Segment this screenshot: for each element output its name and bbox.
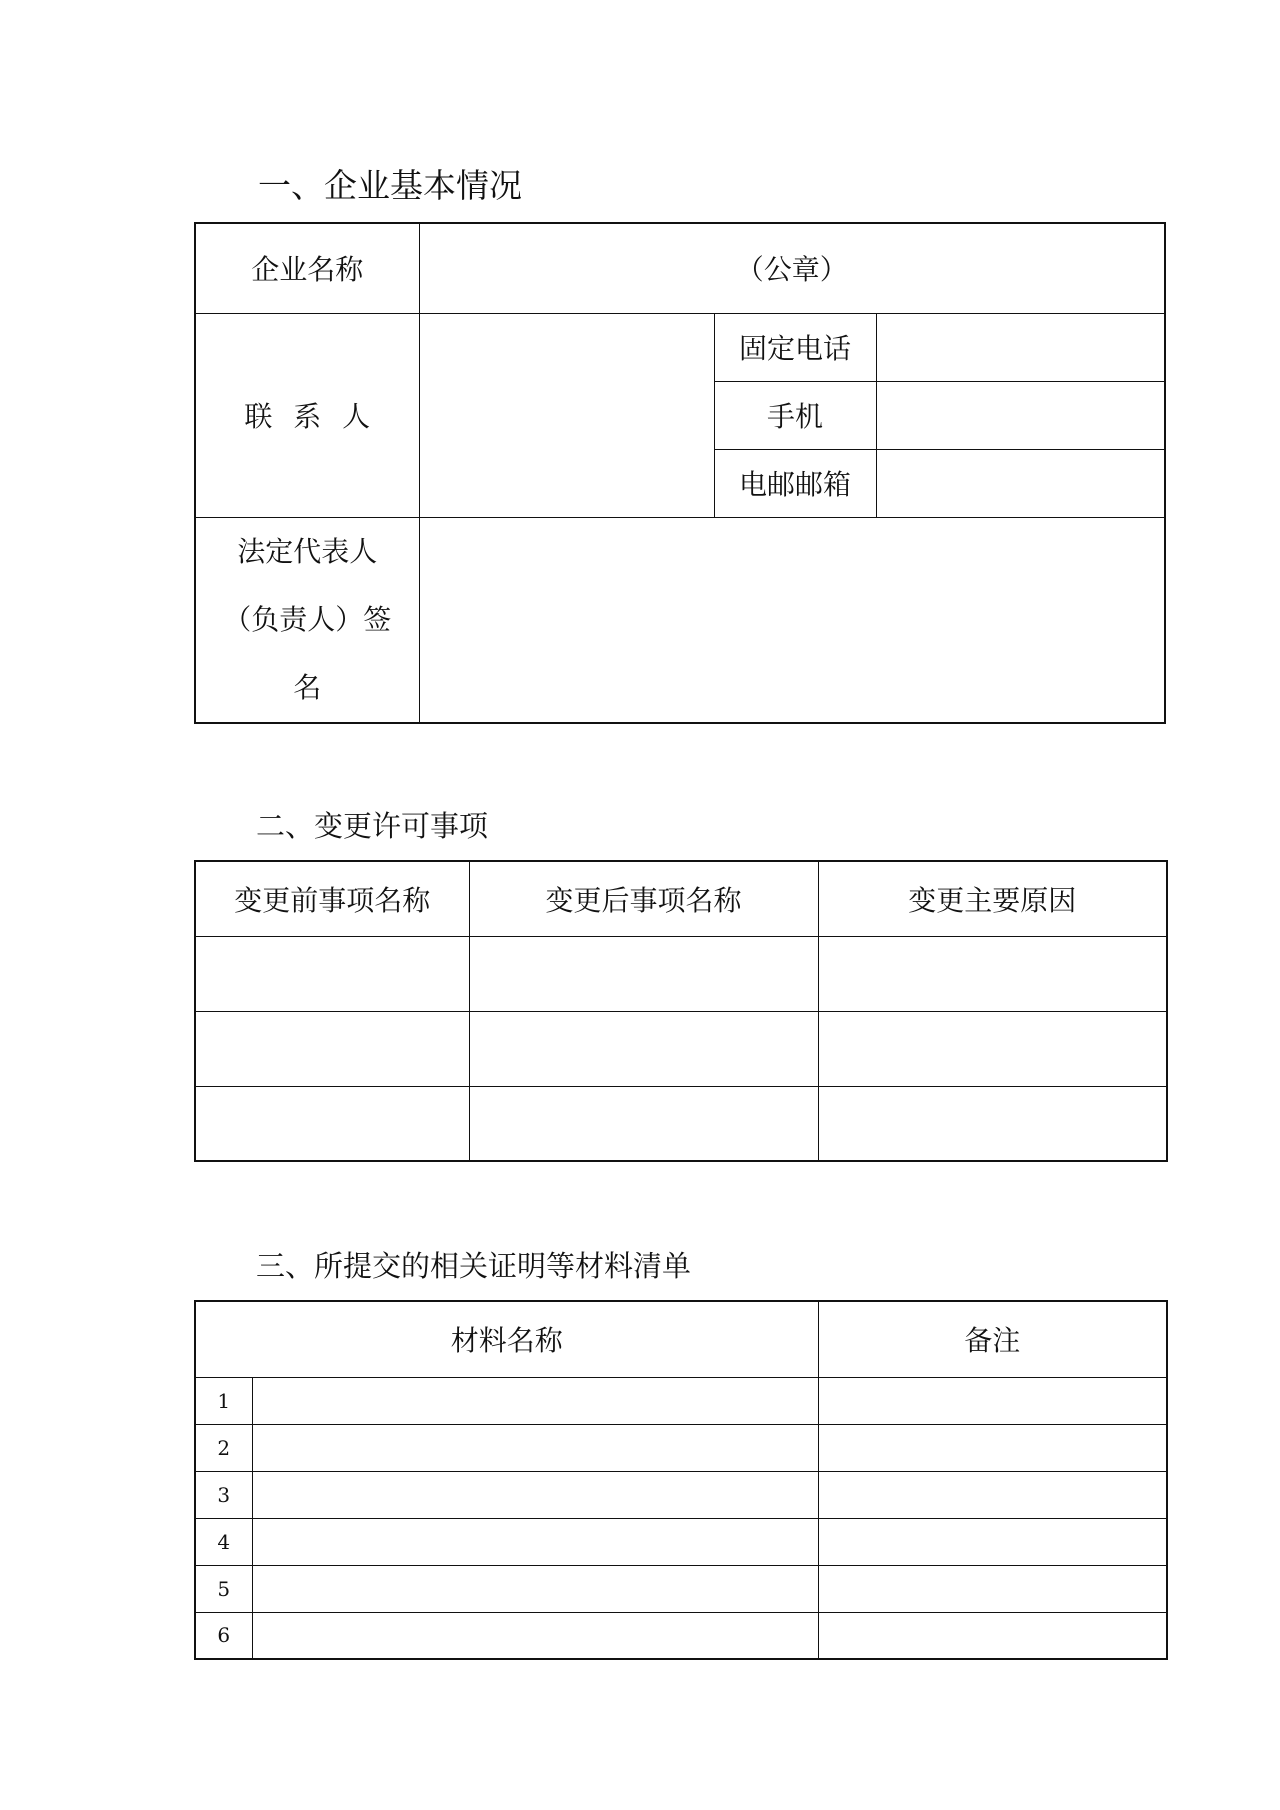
company-name-field[interactable]: [419, 223, 1165, 313]
material-name-field[interactable]: [252, 1612, 818, 1659]
table-row: [195, 1471, 1167, 1518]
row-number: 1: [195, 1377, 252, 1424]
remarks-field[interactable]: [818, 1612, 1167, 1659]
contact-label-char: 联: [244, 400, 273, 433]
table-row: [195, 1424, 1167, 1471]
table-row: [195, 1377, 1167, 1424]
mobile-field[interactable]: [876, 381, 1165, 449]
table-row: [195, 1565, 1167, 1612]
email-field[interactable]: [876, 449, 1165, 517]
reason-field[interactable]: [818, 936, 1167, 1011]
contact-label-char: 人: [342, 400, 371, 433]
after-item-field[interactable]: [469, 1011, 818, 1086]
legal-rep-signature-field[interactable]: [419, 517, 1165, 723]
fixed-phone-label: 固定电话: [714, 313, 876, 381]
section3-heading: 三、所提交的相关证明等材料清单: [256, 1249, 692, 1283]
mobile-label: 手机: [714, 381, 876, 449]
materials-table: [194, 1300, 1168, 1660]
contact-name-field[interactable]: [419, 313, 714, 517]
column-header-after: 变更后事项名称: [469, 861, 818, 936]
remarks-field[interactable]: [818, 1471, 1167, 1518]
column-header-reason: 变更主要原因: [818, 861, 1167, 936]
row-number: 2: [195, 1424, 252, 1471]
row-number: 5: [195, 1565, 252, 1612]
after-item-field[interactable]: [469, 1086, 818, 1161]
after-item-field[interactable]: [469, 936, 818, 1011]
material-name-field[interactable]: [252, 1565, 818, 1612]
material-name-field[interactable]: [252, 1471, 818, 1518]
legal-rep-label-line: 名: [293, 670, 322, 704]
column-header-before: 变更前事项名称: [195, 861, 469, 936]
remarks-field[interactable]: [818, 1518, 1167, 1565]
legal-rep-label-line: 法定代表人: [237, 534, 378, 568]
table-row: [195, 1011, 1167, 1086]
row-number: 3: [195, 1471, 252, 1518]
reason-field[interactable]: [818, 1086, 1167, 1161]
row-number: 4: [195, 1518, 252, 1565]
fixed-phone-field[interactable]: [876, 313, 1165, 381]
before-item-field[interactable]: [195, 1011, 469, 1086]
seal-placeholder: （公章）: [735, 253, 848, 287]
table-row: [195, 1518, 1167, 1565]
section1-heading: 一、企业基本情况: [258, 166, 522, 205]
remarks-field[interactable]: [818, 1565, 1167, 1612]
material-name-field[interactable]: [252, 1377, 818, 1424]
table-row: [195, 1086, 1167, 1161]
column-header-remarks: 备注: [818, 1301, 1167, 1377]
reason-field[interactable]: [818, 1011, 1167, 1086]
table-row: [195, 1612, 1167, 1659]
material-name-field[interactable]: [252, 1518, 818, 1565]
section2-heading: 二、变更许可事项: [256, 809, 489, 843]
company-name-label: 企业名称: [195, 223, 419, 313]
row-number: 6: [195, 1612, 252, 1659]
before-item-field[interactable]: [195, 1086, 469, 1161]
change-items-table: [194, 860, 1168, 1162]
contact-label-char: 系: [293, 400, 322, 433]
column-header-material-name: 材料名称: [195, 1301, 818, 1377]
legal-rep-label: [195, 517, 419, 723]
legal-rep-label-line: （负责人）签: [223, 602, 392, 636]
before-item-field[interactable]: [195, 936, 469, 1011]
table-row: [195, 936, 1167, 1011]
remarks-field[interactable]: [818, 1424, 1167, 1471]
basic-info-table: [194, 222, 1166, 724]
contact-label: [195, 313, 419, 517]
material-name-field[interactable]: [252, 1424, 818, 1471]
remarks-field[interactable]: [818, 1377, 1167, 1424]
email-label: 电邮邮箱: [714, 449, 876, 517]
